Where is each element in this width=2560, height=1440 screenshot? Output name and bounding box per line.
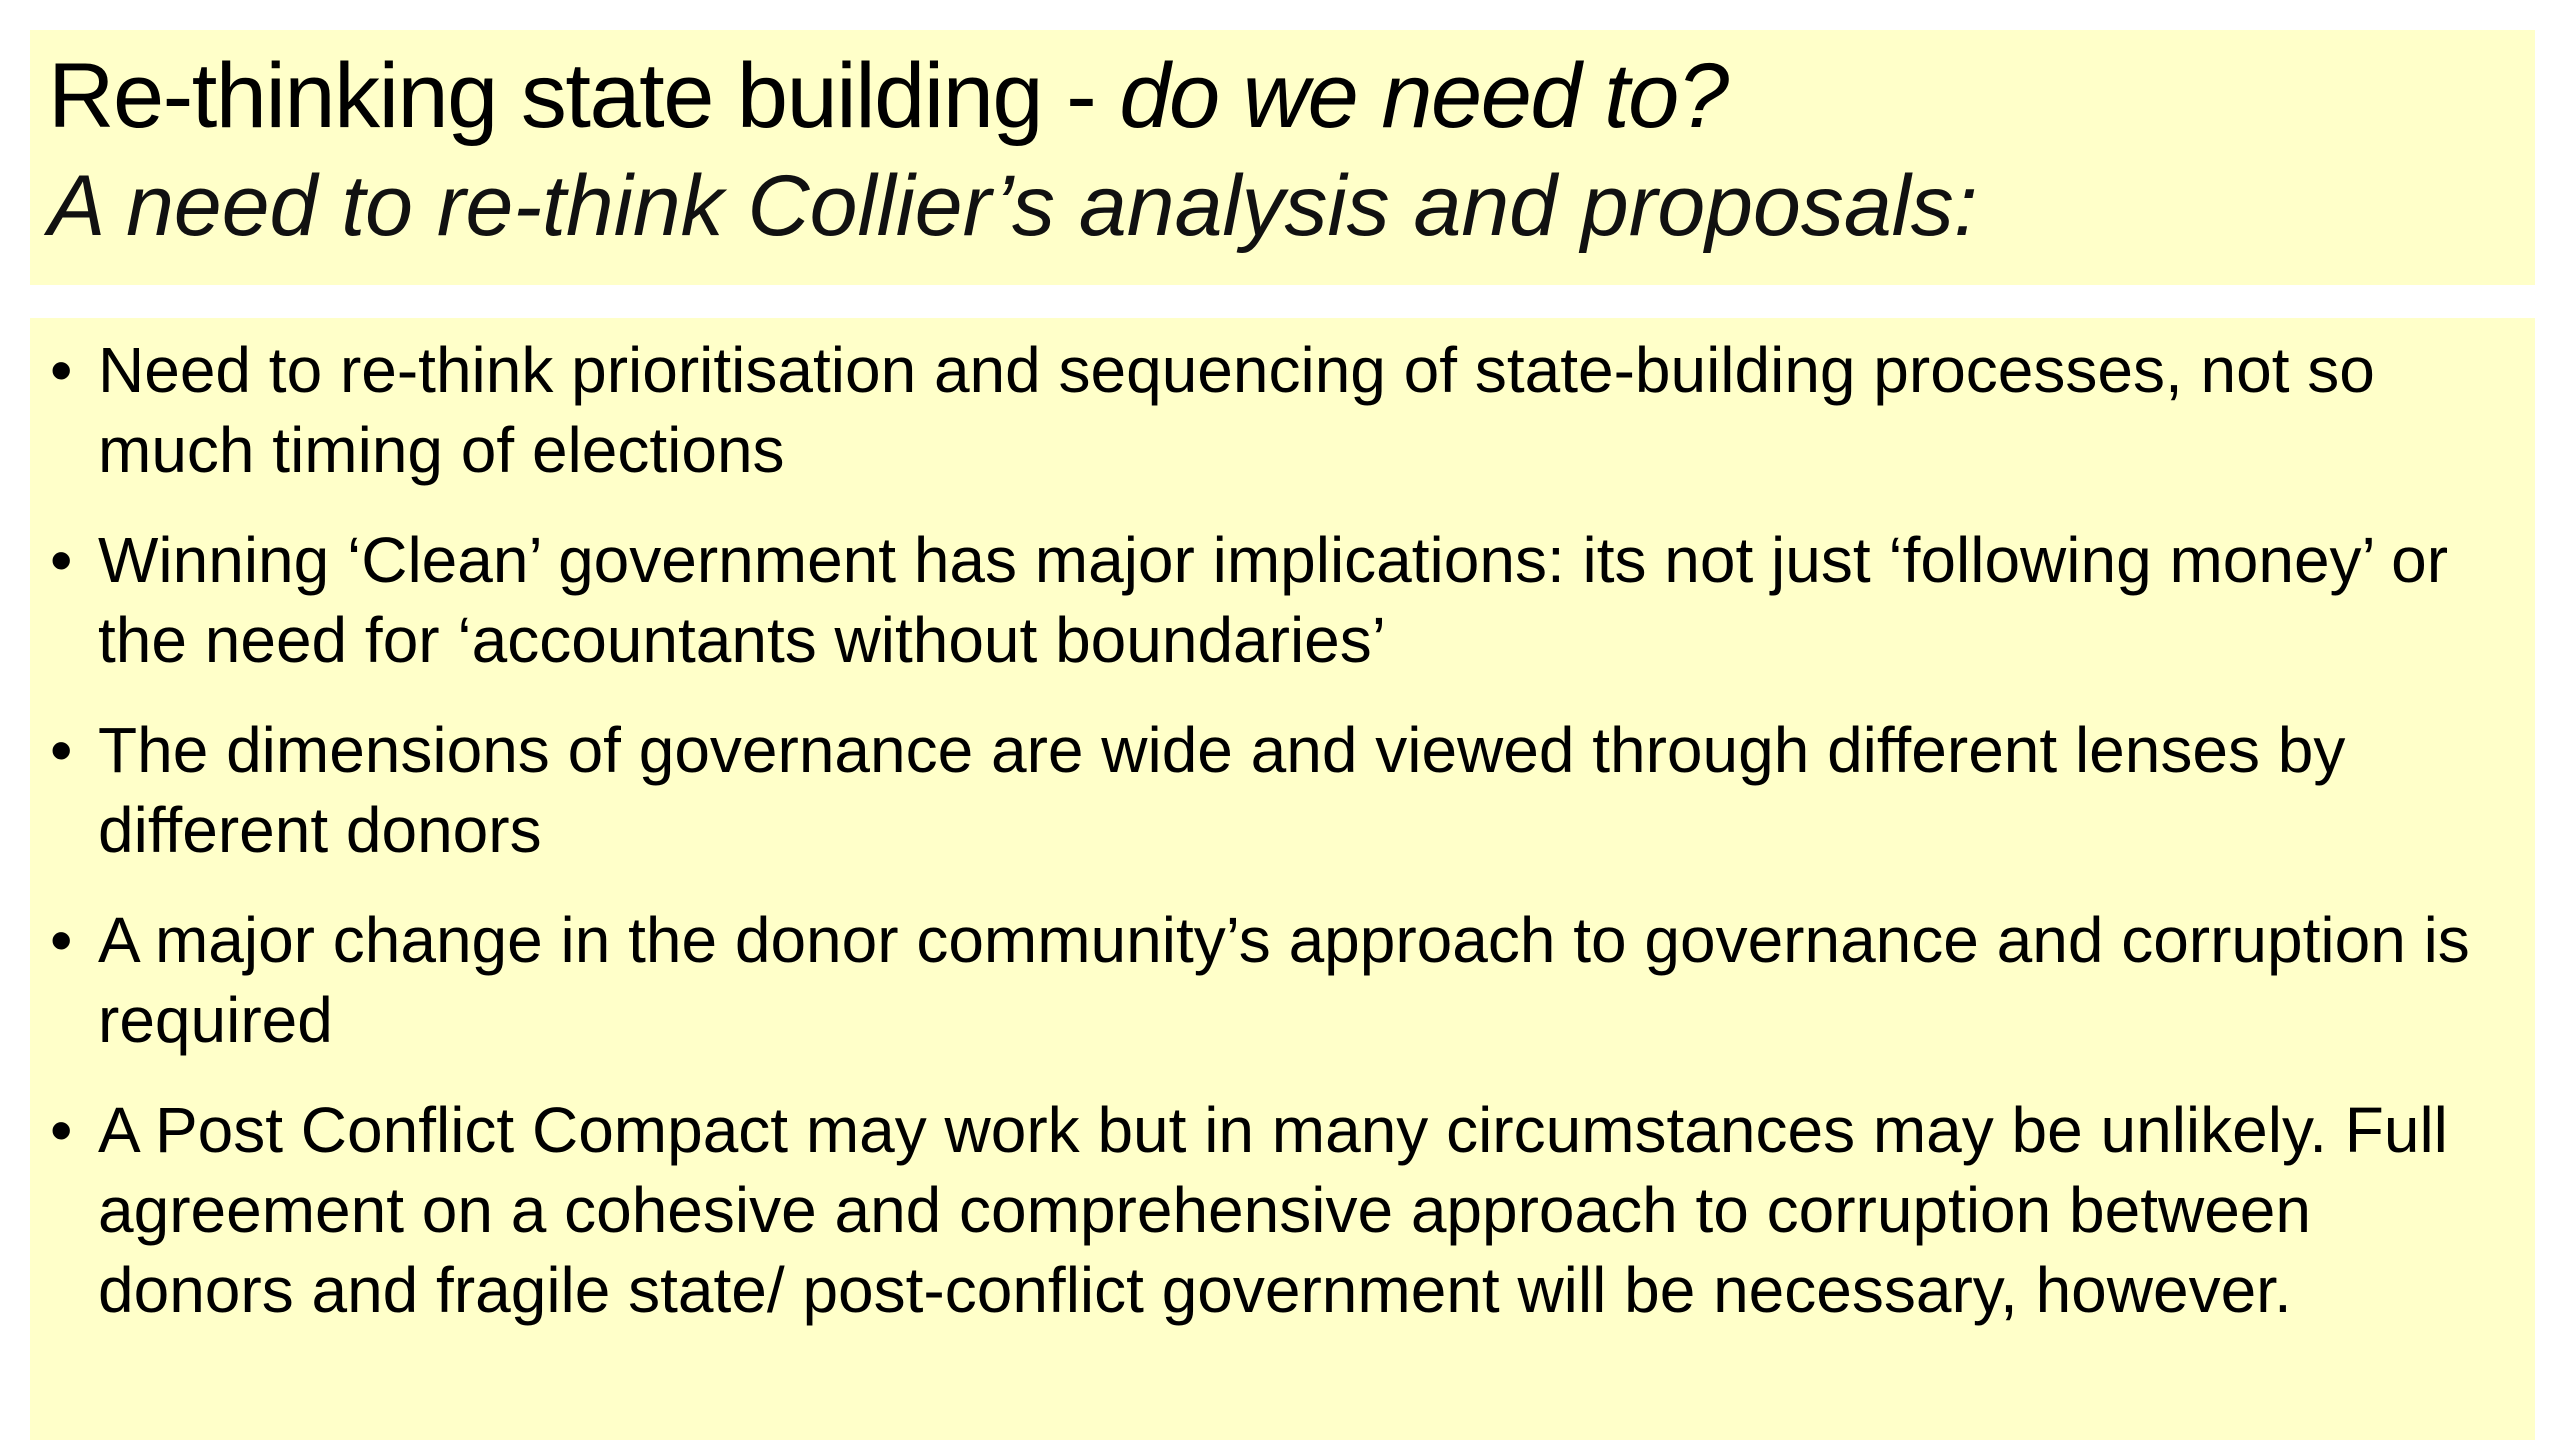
bullet-item [50,1090,2515,1330]
slide-title-italic: do we need to? [1119,45,1728,147]
bullet-dot-icon: • [50,1094,73,1166]
title-box [30,30,2535,285]
slide-title [48,40,2535,152]
bullet-dot-icon: • [50,714,73,786]
slide-title-main: Re-thinking state building - [48,45,1120,147]
bullet-list [50,330,2515,1330]
bullet-item [50,520,2515,680]
bullet-text: A major change in the donor community’s approach to governance and corruption is required [98,904,2470,1056]
bullet-text: The dimensions of governance are wide and viewed through different lenses by different donors [98,714,2346,866]
bullet-item [50,900,2515,1060]
bullet-dot-icon: • [50,524,73,596]
bullet-item [50,330,2515,490]
bullet-text: A Post Conflict Compact may work but in many circumstances may be unlikely. Full agreement on a cohesive and comprehensive approach to corruption between donors and fragile state/ post-conflict government will be necessary, however. [98,1094,2448,1326]
content-box [30,318,2535,1440]
bullet-text: Need to re-think prioritisation and sequencing of state-building processes, not so much timing of elections [98,334,2375,486]
bullet-dot-icon: • [50,904,73,976]
bullet-item [50,710,2515,870]
bullet-dot-icon: • [50,334,73,406]
slide-subtitle: A need to re-think Collier’s analysis and proposals: [48,158,1978,254]
bullet-text: Winning ‘Clean’ government has major implications: its not just ‘following money’ or the need for ‘accountants without boundaries’ [98,524,2449,676]
